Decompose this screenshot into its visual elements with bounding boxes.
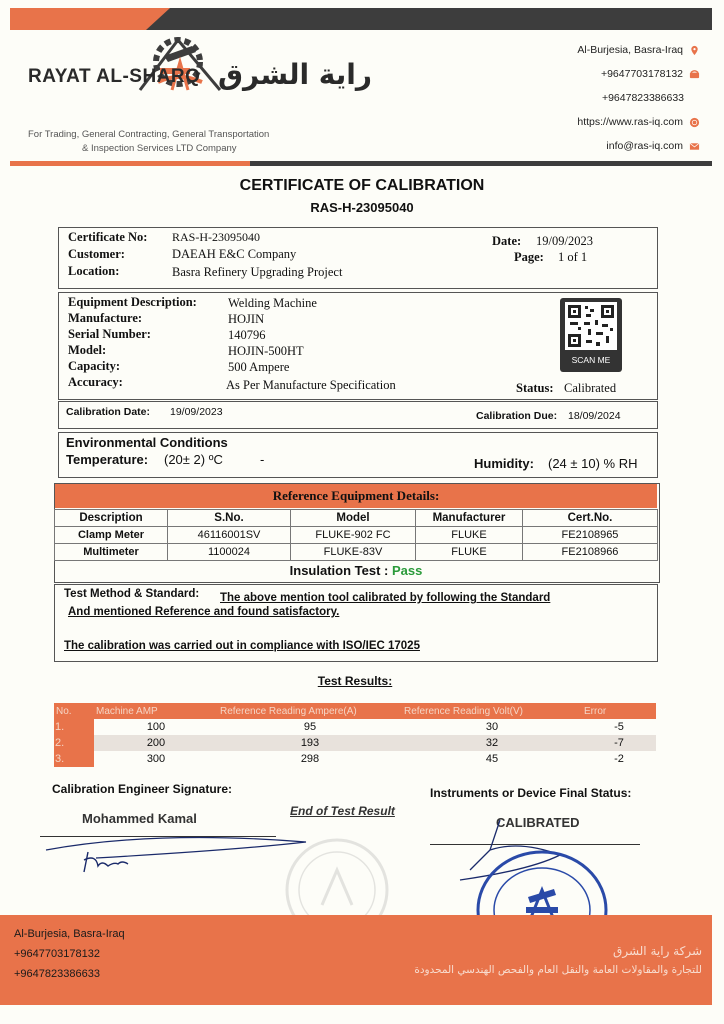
insulation-test [54, 563, 658, 578]
res-col-ref-volt: Reference Reading Volt(V) [404, 705, 523, 717]
customer-value: DAEAH E&C Company [172, 247, 297, 261]
temperature-dash: - [260, 452, 265, 467]
temperature-value: (20± 2) ºC [164, 452, 223, 467]
res-cell: 300 [146, 753, 166, 765]
end-of-test-result: End of Test Result [290, 804, 395, 818]
res-cell: -2 [614, 753, 624, 765]
tagline-line-2: & Inspection Services LTD Company [82, 143, 237, 154]
qr-code[interactable] [560, 298, 622, 372]
company-name-ar: راية الشرق [218, 58, 373, 91]
location-value: Basra Refinery Upgrading Project [172, 265, 343, 279]
ref-col-manufacturer: Manufacturer [416, 510, 523, 527]
engineer-signature-icon [36, 830, 316, 890]
date-label: Date: [492, 234, 522, 248]
ref-cell: FLUKE-83V [291, 544, 416, 561]
ref-col-description: Description [55, 510, 168, 527]
calibration-date-label: Calibration Date: [66, 406, 151, 418]
res-cell: 193 [300, 737, 320, 749]
res-col-error: Error [584, 705, 607, 717]
contact-phone-2[interactable]: +9647823386633 [601, 92, 684, 104]
res-cell: -7 [614, 737, 624, 749]
date-value: 19/09/2023 [536, 234, 593, 248]
calibration-date-value: 19/09/2023 [170, 406, 223, 418]
test-method-line-1: The above mention tool calibrated by following the Standard [220, 592, 551, 604]
manufacture-value: HOJIN [228, 312, 265, 326]
certificate-id: RAS-H-23095040 [310, 200, 414, 215]
manufacture-label: Manufacture: [68, 311, 143, 325]
cert-no-value: RAS-H-23095040 [172, 230, 261, 244]
res-cell: 100 [146, 721, 166, 733]
res-col-no: No. [56, 705, 72, 717]
table-row [54, 735, 656, 751]
final-status-label: Instruments or Device Final Status: [430, 786, 632, 800]
capacity-label: Capacity: [68, 359, 121, 373]
res-cell: 1. [54, 719, 94, 735]
ref-col-model: Model [291, 510, 416, 527]
res-cell: -5 [614, 721, 624, 733]
tagline-line-1: For Trading, General Contracting, General Transportation [28, 129, 270, 140]
humidity-value: (24 ± 10) % RH [548, 456, 638, 471]
equipment-description-label: Equipment Description: [68, 295, 197, 309]
test-method-label: Test Method & Standard: [64, 588, 200, 600]
ref-cell: FE2108965 [523, 527, 658, 544]
serial-value: 140796 [228, 328, 266, 342]
insulation-result: Pass [391, 563, 423, 578]
ref-cell: Multimeter [55, 544, 168, 561]
ref-cell: FLUKE [416, 544, 523, 561]
footer-services-ar: للتجارة والمقاولات العامة والنقل العام والفحص الهندسي المحدودة [414, 964, 702, 976]
certificate-title: CERTIFICATE OF CALIBRATION [239, 177, 485, 194]
model-label: Model: [68, 343, 107, 357]
phone-icon [689, 69, 700, 80]
ref-cell: FE2108966 [523, 544, 658, 561]
res-cell: 32 [485, 737, 499, 749]
final-status-value: CALIBRATED [496, 815, 580, 830]
res-col-ref-ampere: Reference Reading Ampere(A) [220, 705, 357, 717]
footer-address: Al-Burjesia, Basra-Iraq [14, 928, 125, 940]
reference-table [54, 509, 658, 561]
res-cell: 95 [303, 721, 317, 733]
web-icon [689, 117, 700, 128]
results-table-header [54, 703, 656, 719]
ref-col-sno: S.No. [168, 510, 291, 527]
footer-phone-2[interactable]: +9647823386633 [14, 968, 100, 980]
environment-title: Environmental Conditions [66, 435, 228, 450]
qr-caption: SCAN ME [571, 355, 611, 365]
ref-cell: 46116001SV [168, 527, 291, 544]
test-results-table [54, 703, 656, 767]
company-name-en: RAYAT AL-SHARQ [28, 66, 201, 87]
calibration-due-value: 18/09/2024 [568, 410, 621, 422]
compliance-statement: The calibration was carried out in compliance with ISO/IEC 17025 [64, 640, 420, 652]
contact-phone-1[interactable]: +9647703178132 [601, 68, 700, 80]
contact-email[interactable]: info@ras-iq.com [606, 140, 700, 152]
test-results-title: Test Results: [317, 674, 393, 688]
insulation-label: Insulation Test : [289, 563, 389, 578]
res-cell: 200 [146, 737, 166, 749]
res-col-machine-amp: Machine AMP [96, 705, 158, 717]
calibration-due-label: Calibration Due: [476, 410, 558, 422]
status-value: Calibrated [564, 381, 617, 395]
ref-cell: FLUKE [416, 527, 523, 544]
humidity-label: Humidity: [474, 456, 534, 471]
page-value: 1 of 1 [558, 250, 588, 264]
ref-cell: FLUKE-902 FC [291, 527, 416, 544]
serial-label: Serial Number: [68, 327, 151, 341]
table-row [55, 544, 658, 561]
ref-col-certno: Cert.No. [523, 510, 658, 527]
engineer-name: Mohammed Kamal [82, 811, 197, 826]
header-separator-accent [10, 161, 250, 166]
res-cell: 45 [485, 753, 499, 765]
accuracy-label: Accuracy: [68, 375, 123, 389]
location-label: Location: [68, 264, 120, 278]
equipment-description-value: Welding Machine [228, 296, 317, 310]
status-label: Status: [516, 381, 554, 395]
engineer-signature-label: Calibration Engineer Signature: [52, 782, 233, 796]
location-pin-icon [689, 45, 700, 56]
ref-cell: Clamp Meter [55, 527, 168, 544]
header-accent-stripe [10, 8, 170, 30]
reference-title: Reference Equipment Details: [272, 488, 440, 503]
qr-code-icon [560, 298, 622, 354]
ref-cell: 1100024 [168, 544, 291, 561]
res-cell: 298 [300, 753, 320, 765]
page-label: Page: [514, 250, 544, 264]
temperature-label: Temperature: [66, 452, 149, 467]
company-tagline [28, 128, 269, 156]
res-cell: 2. [54, 735, 94, 751]
table-row [54, 719, 656, 735]
model-value: HOJIN-500HT [228, 344, 304, 358]
reference-table-header [55, 510, 658, 527]
customer-label: Customer: [68, 247, 125, 261]
mail-icon [689, 141, 700, 152]
res-cell: 3. [54, 751, 94, 767]
res-cell: 30 [485, 721, 499, 733]
table-row [55, 527, 658, 544]
contact-address: Al-Burjesia, Basra-Iraq [577, 44, 700, 56]
cert-no-label: Certificate No: [68, 230, 148, 244]
test-method-line-2: And mentioned Reference and found satisfactory. [68, 606, 340, 618]
table-row [54, 751, 656, 767]
accuracy-value: As Per Manufacture Specification [226, 378, 396, 392]
footer-company-ar: شركة راية الشرق [613, 944, 702, 958]
contact-website[interactable]: https://www.ras-iq.com [577, 116, 700, 128]
footer-phone-1[interactable]: +9647703178132 [14, 948, 100, 960]
capacity-value: 500 Ampere [228, 360, 290, 374]
